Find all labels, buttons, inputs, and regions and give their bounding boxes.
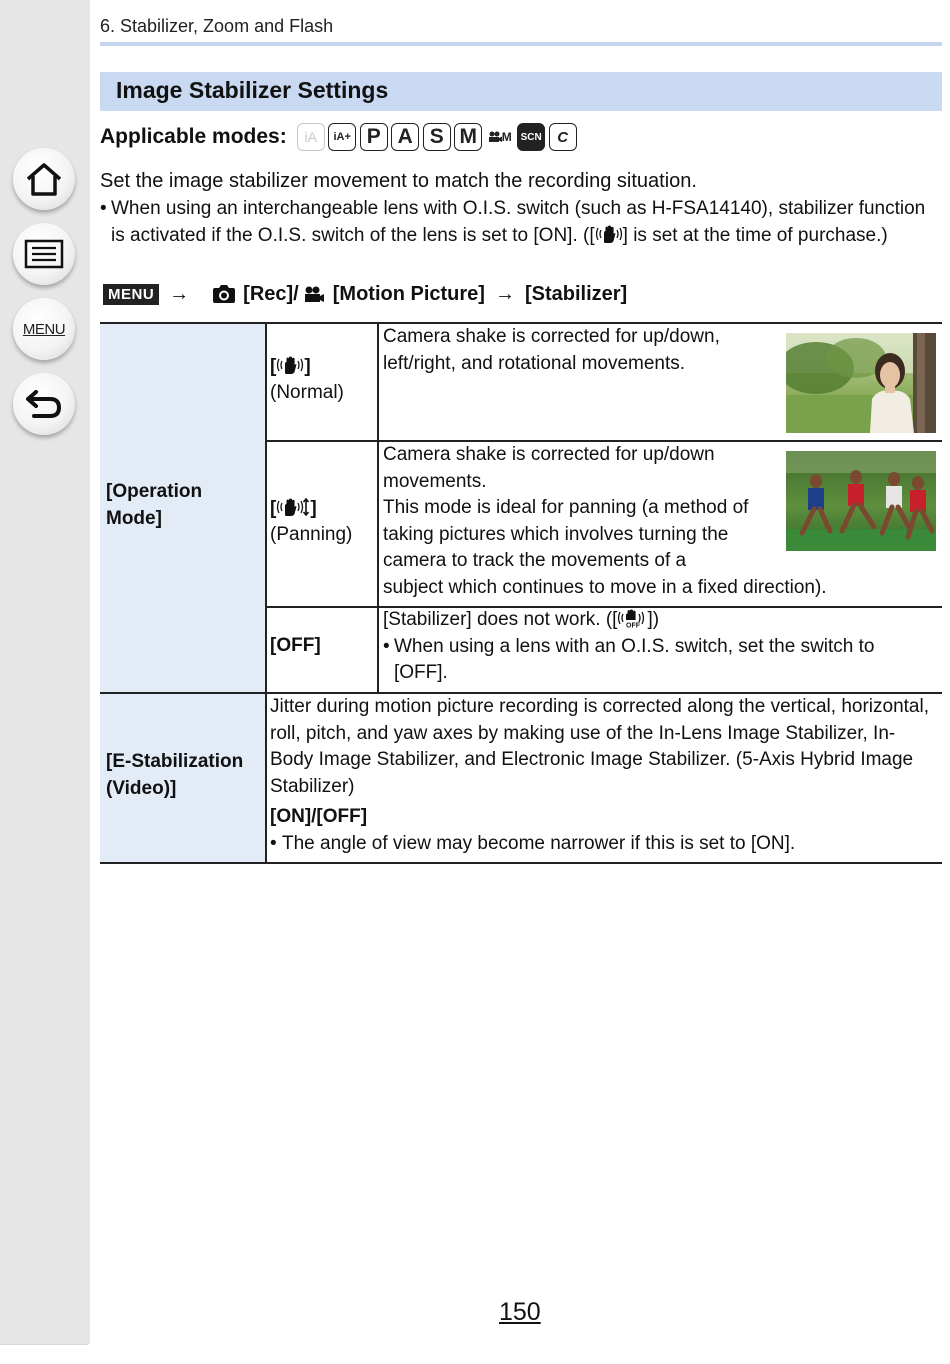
e-stabilization-description [270,694,938,857]
portrait-photo [786,333,936,433]
path-stabilizer: [Stabilizer] [524,282,628,305]
path-motion-picture: [Motion Picture] [332,282,485,305]
runners-photo-image [786,451,936,551]
panning-description-2: This mode is ideal for panning (a method of taking pictures which involves turning the camera to track the movements of a subject which continues to move in a fixed direction). [383,497,827,598]
home-icon [24,160,64,198]
stabilizer-off-icon [617,608,647,628]
stabilizer-normal-icon [595,224,623,244]
operation-mode-label-line1: [Operation [106,481,203,502]
off-option-label: [OFF] [270,635,321,656]
movie-camera-icon [488,131,502,143]
back-button[interactable] [13,373,75,435]
column-divider-1 [265,322,267,864]
off-desc-part-b: ]) [647,609,660,630]
off-description [383,607,933,687]
section-title: Image Stabilizer Settings [116,77,389,103]
table-bottom-border [100,862,942,864]
operation-mode-label-line2: Mode] [106,508,162,529]
home-button[interactable] [13,148,75,210]
e-stabilization-label-line2: (Video)] [106,778,177,799]
e-stabilization-desc-text: Jitter during motion picture recording is corrected along the vertical, horizontal, roll, pitch, and yaw axes by making use of the In-Lens Image Stabilizer, In-Body Image Stabilizer, and Electronic Image Stabilizer. (5-Axis Hybrid Image Stabilizer) [270,696,929,797]
table-of-contents-button[interactable] [13,223,75,285]
normal-option-name: (Normal) [270,382,344,403]
header-divider [100,42,942,46]
path-arrow-1: → [169,282,190,305]
mode-a-icon: A [391,123,419,151]
intro-text: Set the image stabilizer movement to match the recording situation. [100,170,697,192]
normal-bracket-open: [ [270,356,277,377]
panning-bracket-close: ] [310,498,317,519]
camera-icon [211,284,237,304]
purchase-note [100,196,930,249]
chapter-heading: 6. Stabilizer, Zoom and Flash [100,16,334,36]
path-rec: [Rec]/ [243,282,299,305]
portrait-photo-image [786,333,936,433]
svg-text:OFF: OFF [626,622,641,628]
e-stabilization-label [106,748,243,802]
table-of-contents-icon [24,239,64,269]
stabilizer-normal-icon [276,355,304,375]
path-arrow-2: → [494,282,515,305]
applicable-modes-label: Applicable modes: [100,125,287,148]
panning-description-1: Camera shake is corrected for up/down movements. [383,444,715,492]
mode-video-m-label: M [501,130,512,144]
applicable-modes [100,122,580,152]
off-note: When using a lens with an O.I.S. switch, set the switch to [OFF]. [394,635,875,683]
normal-description: Camera shake is corrected for up/down, left/right, and rotational movements. [383,326,720,374]
mode-s-icon: S [423,123,451,151]
menu-button[interactable] [13,298,75,360]
mode-creative-video-icon [486,123,514,151]
sidebar-footer [0,1344,88,1364]
normal-option [270,354,344,406]
panning-bracket-open: [ [270,498,277,519]
note-text-part1: When using an interchangeable lens with O.I.S. switch (such as H-FSA14140), stabilizer function is activated if the O.I.S. switch of the lens is set to [ON]. ([ [111,198,926,246]
e-stabilization-note-bullet: • [270,832,277,854]
menu-label: MENU [22,320,66,338]
note-text-part2: ] is set at the time of purchase.) [622,224,888,246]
off-desc-part-a: [Stabilizer] does not work. ([ [383,609,618,630]
page-number: 150 [499,1298,541,1326]
normal-bracket-close: ] [304,356,311,377]
back-arrow-icon [24,387,64,421]
section-title-bar [100,72,942,111]
note-bullet: • [100,198,107,219]
mode-p-icon: P [360,123,388,151]
e-stabilization-label-line1: [E-Stabilization [106,751,244,772]
off-note-bullet: • [383,635,390,657]
mode-m-icon: M [454,123,482,151]
e-stabilization-options: [ON]/[OFF] [270,806,368,827]
runners-photo [786,451,936,551]
motion-picture-icon [303,285,325,303]
menu-path [103,280,627,308]
mode-ia-icon: iA [297,123,325,151]
stabilizer-panning-icon [276,497,310,517]
panning-option-name: (Panning) [270,524,353,545]
stabilizer-settings-table [100,322,942,864]
mode-scn-icon: SCN [517,123,545,151]
mode-creative-control-icon: C [549,123,577,151]
panning-option [270,496,352,548]
e-stabilization-note: The angle of view may become narrower if this is set to [ON]. [282,832,796,854]
menu-badge: MENU [103,284,159,305]
mode-ia-plus-icon: iA+ [328,123,356,151]
operation-mode-label [106,478,202,532]
column-divider-2 [377,322,379,693]
